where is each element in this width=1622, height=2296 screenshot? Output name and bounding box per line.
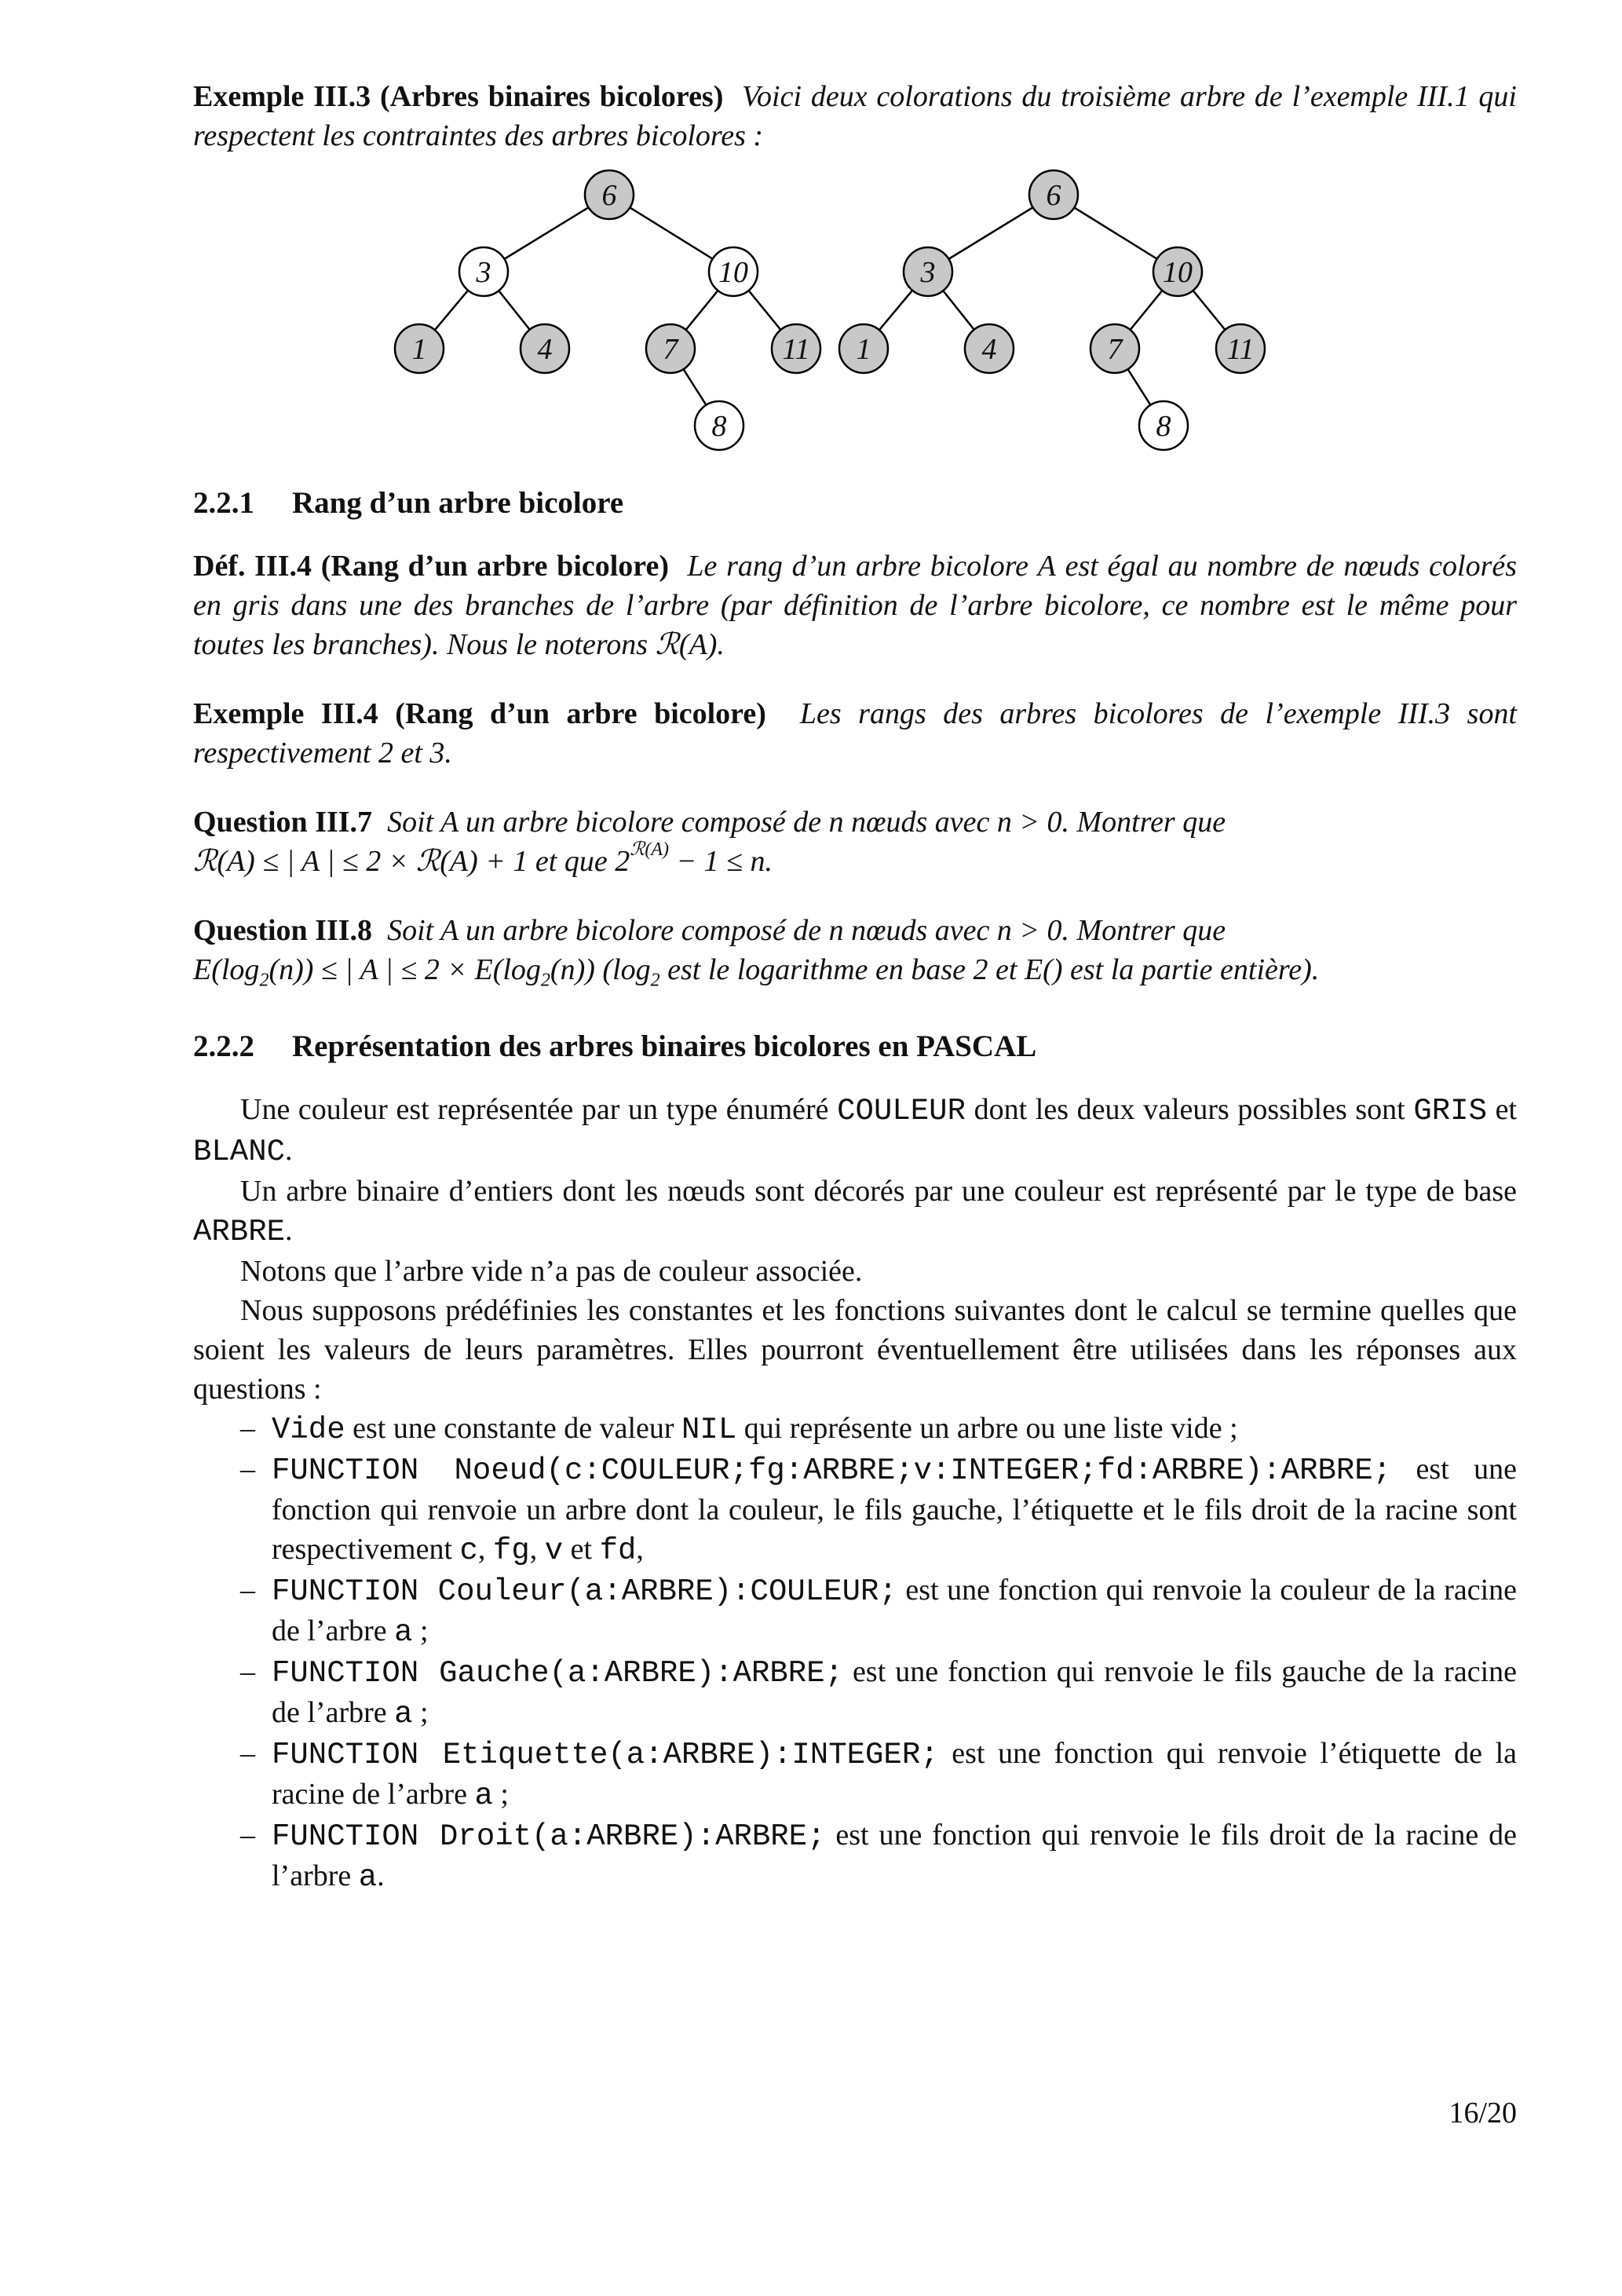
list-item-separator: , <box>636 1533 644 1566</box>
tree-node-label: 3 <box>476 256 491 289</box>
code-function-noeud: FUNCTION Noeud(c:COULEUR;fg:ARBRE;v:INTEGER;fd:ARBRE):ARBRE; <box>272 1453 1392 1488</box>
tree-node-label: 1 <box>411 333 427 366</box>
para1-t1: Une couleur est représentée par un type énuméré <box>240 1093 829 1126</box>
code-blanc: BLANC <box>193 1135 286 1169</box>
code-vide: Vide <box>272 1413 345 1447</box>
tree-node-label: 8 <box>711 410 727 443</box>
question-iii7-formula2-rest: − 1 ≤ n. <box>676 845 773 878</box>
paragraph-empty-tree: Notons que l’arbre vide n’a pas de couleur associée. <box>240 1255 863 1288</box>
dash-bullet: – <box>240 1412 255 1445</box>
example-iii4-label: Exemple III.4 (Rang d’un arbre bicolore) <box>193 697 766 730</box>
pascal-representation-body <box>193 1090 1517 1897</box>
paragraph-predefined: Nous supposons prédéfinies les constantes et les fonctions suivantes dont le calcul se termine quelles que soient les valeurs de leurs paramètres. Elles pourront éventuellement être utilisées dans les réponses aux questions : <box>193 1294 1517 1406</box>
def-iii4-label: Déf. III.4 (Rang d’un arbre bicolore) <box>193 550 669 583</box>
question-iii8-formula-a: E(log <box>193 953 260 986</box>
list-item-text: qui représente un arbre ou une liste vide ; <box>743 1412 1238 1445</box>
page-number: 16/20 <box>1448 2097 1517 2130</box>
code-fg: fg <box>492 1534 530 1568</box>
para2-t1: Un arbre binaire d’entiers dont les nœuds sont décorés par une couleur est représenté par le type de base <box>240 1175 1517 1208</box>
question-iii8-label: Question III.8 <box>193 914 373 947</box>
tree-node-label: 4 <box>981 333 997 366</box>
list-item-text: et <box>570 1533 593 1566</box>
code-function-droit: FUNCTION Droit(a:ARBRE):ARBRE; <box>272 1819 826 1854</box>
list-item-text: est une constante de valeur <box>353 1412 674 1445</box>
question-iii8-formula-b: (n)) ≤ | A | ≤ 2 × E(log <box>269 953 541 986</box>
tree-node-label: 7 <box>663 333 678 366</box>
question-iii7-connector: et que <box>535 845 608 878</box>
tree-node-label: 6 <box>1046 179 1061 212</box>
bicolor-tree-2 <box>839 170 1265 450</box>
example-iii3 <box>193 77 1517 155</box>
question-iii8-sub-2: 2 <box>540 970 550 991</box>
def-iii4-notation: ℛ(A). <box>655 628 725 661</box>
code-a: a <box>474 1779 493 1813</box>
question-iii8-sub-3: 2 <box>650 970 660 991</box>
list-item-vide <box>193 1409 1517 1450</box>
list-item-droit <box>193 1815 1517 1897</box>
section-221-title: Rang d’un arbre bicolore <box>292 486 624 520</box>
list-item-text: est une fonction qui renvoie la couleur de la racine de l’arbre <box>272 1574 1518 1647</box>
code-function-gauche: FUNCTION Gauche(a:ARBRE):ARBRE; <box>272 1656 844 1691</box>
list-item-separator: , <box>529 1533 538 1566</box>
example-iii4 <box>193 694 1517 773</box>
question-iii7-line1: Soit A un arbre bicolore composé de n nœuds avec n > 0. Montrer que <box>387 806 1226 839</box>
list-item-separator: ; <box>500 1778 509 1811</box>
list-item-text: est une fonction qui renvoie un arbre dont la couleur, le fils gauche, l’étiquette et le fils droit de la racine sont respectivement <box>272 1453 1518 1566</box>
list-item-separator: ; <box>420 1696 429 1729</box>
tree-node-label: 11 <box>1226 333 1255 366</box>
section-221-number: 2.2.1 <box>193 486 254 520</box>
code-couleur: COULEUR <box>837 1094 966 1128</box>
section-222-title: Représentation des arbres binaires bicolores en PASCAL <box>292 1029 1037 1063</box>
tree-node-label: 7 <box>1107 333 1123 366</box>
dash-bullet: – <box>240 1453 255 1486</box>
code-a: a <box>358 1860 378 1895</box>
code-a: a <box>394 1615 413 1650</box>
code-fd: fd <box>599 1534 637 1568</box>
question-iii7-label: Question III.7 <box>193 806 373 839</box>
def-iii4-var-a: A <box>1037 550 1056 583</box>
predefined-functions-list <box>193 1409 1517 1897</box>
section-222-number: 2.2.2 <box>193 1029 254 1063</box>
bicolor-tree-1 <box>395 170 820 450</box>
question-iii8-formula-d: est le logarithme en base 2 et E() est la partie entière). <box>667 953 1320 986</box>
list-item-separator: ; <box>420 1614 429 1647</box>
tree-node-label: 4 <box>537 333 553 366</box>
question-iii8 <box>193 911 1517 989</box>
dash-bullet: – <box>240 1574 255 1607</box>
example-iii3-text: Voici deux colorations du troisième arbre de l’exemple III.1 qui respectent les contraintes des arbres bicolores : <box>193 80 1517 152</box>
example-iii3-label: Exemple III.3 (Arbres binaires bicolores) <box>193 80 724 113</box>
bicolor-trees-figure <box>193 165 1517 479</box>
question-iii8-sub-1: 2 <box>259 970 269 991</box>
question-iii7-formula2-sup: ℛ(A) <box>630 839 669 861</box>
code-nil: NIL <box>681 1413 737 1447</box>
code-v: v <box>544 1534 564 1568</box>
definition-iii4 <box>193 547 1517 664</box>
para1-t4: . <box>285 1134 293 1167</box>
question-iii7-formula1: ℛ(A) ≤ | A | ≤ 2 × ℛ(A) + 1 <box>193 845 528 878</box>
para1-t3: et <box>1495 1093 1518 1126</box>
list-item-text: est une fonction qui renvoie le fils droit de la racine de l’arbre <box>272 1819 1518 1892</box>
tree-node-label: 6 <box>601 179 617 212</box>
list-item-separator: . <box>377 1859 385 1892</box>
tree-node-label: 8 <box>1156 410 1171 443</box>
tree-node-label: 1 <box>856 333 871 366</box>
dash-bullet: – <box>240 1737 255 1770</box>
tree-node-label: 10 <box>718 256 748 289</box>
code-c: c <box>459 1534 478 1568</box>
code-arbre: ARBRE <box>193 1215 286 1249</box>
tree-node-label: 3 <box>920 256 936 289</box>
question-iii8-line1: Soit A un arbre bicolore composé de n nœuds avec n > 0. Montrer que <box>387 914 1226 947</box>
dash-bullet: – <box>240 1655 255 1688</box>
question-iii7 <box>193 803 1517 881</box>
def-iii4-text1: Le rang d’un arbre bicolore <box>687 550 1028 583</box>
list-item-text: est une fonction qui renvoie le fils gauche de la racine de l’arbre <box>272 1655 1517 1729</box>
trees-svg <box>193 165 1517 479</box>
example-iii4-text: Les rangs des arbres bicolores de l’exemple III.3 sont respectivement 2 et 3. <box>193 697 1517 770</box>
code-a: a <box>394 1697 413 1731</box>
list-item-gauche <box>193 1652 1517 1734</box>
code-gris: GRIS <box>1413 1094 1487 1128</box>
code-function-couleur: FUNCTION Couleur(a:ARBRE):COULEUR; <box>272 1574 897 1609</box>
list-item-noeud <box>193 1450 1517 1570</box>
def-iii4-text2: est égal au nombre de nœuds colorés en gris dans une des branches de l’arbre (par définition de l’arbre bicolore, ce nombre est le même pour toutes les branches). Nous le noterons <box>193 550 1518 661</box>
list-item-etiquette <box>193 1734 1517 1815</box>
para1-t2: dont les deux valeurs possibles sont <box>974 1093 1405 1126</box>
question-iii7-formula2-base: 2 <box>615 845 630 878</box>
paragraph-couleur <box>193 1090 1517 1172</box>
para2-t2: . <box>285 1214 293 1247</box>
tree-node-label: 11 <box>782 333 810 366</box>
page-content <box>193 77 1517 1897</box>
dash-bullet: – <box>240 1819 255 1852</box>
section-222-heading <box>193 1027 1517 1066</box>
list-item-couleur <box>193 1570 1517 1652</box>
list-item-separator: , <box>477 1533 486 1566</box>
question-iii8-formula-c: (n)) (log <box>550 953 651 986</box>
list-item-text: est une fonction qui renvoie l’étiquette de la racine de l’arbre <box>272 1737 1518 1811</box>
paragraph-arbre <box>193 1172 1517 1252</box>
code-function-etiquette: FUNCTION Etiquette(a:ARBRE):INTEGER; <box>272 1738 939 1772</box>
section-221-heading <box>193 484 1517 523</box>
tree-node-label: 10 <box>1163 256 1193 289</box>
